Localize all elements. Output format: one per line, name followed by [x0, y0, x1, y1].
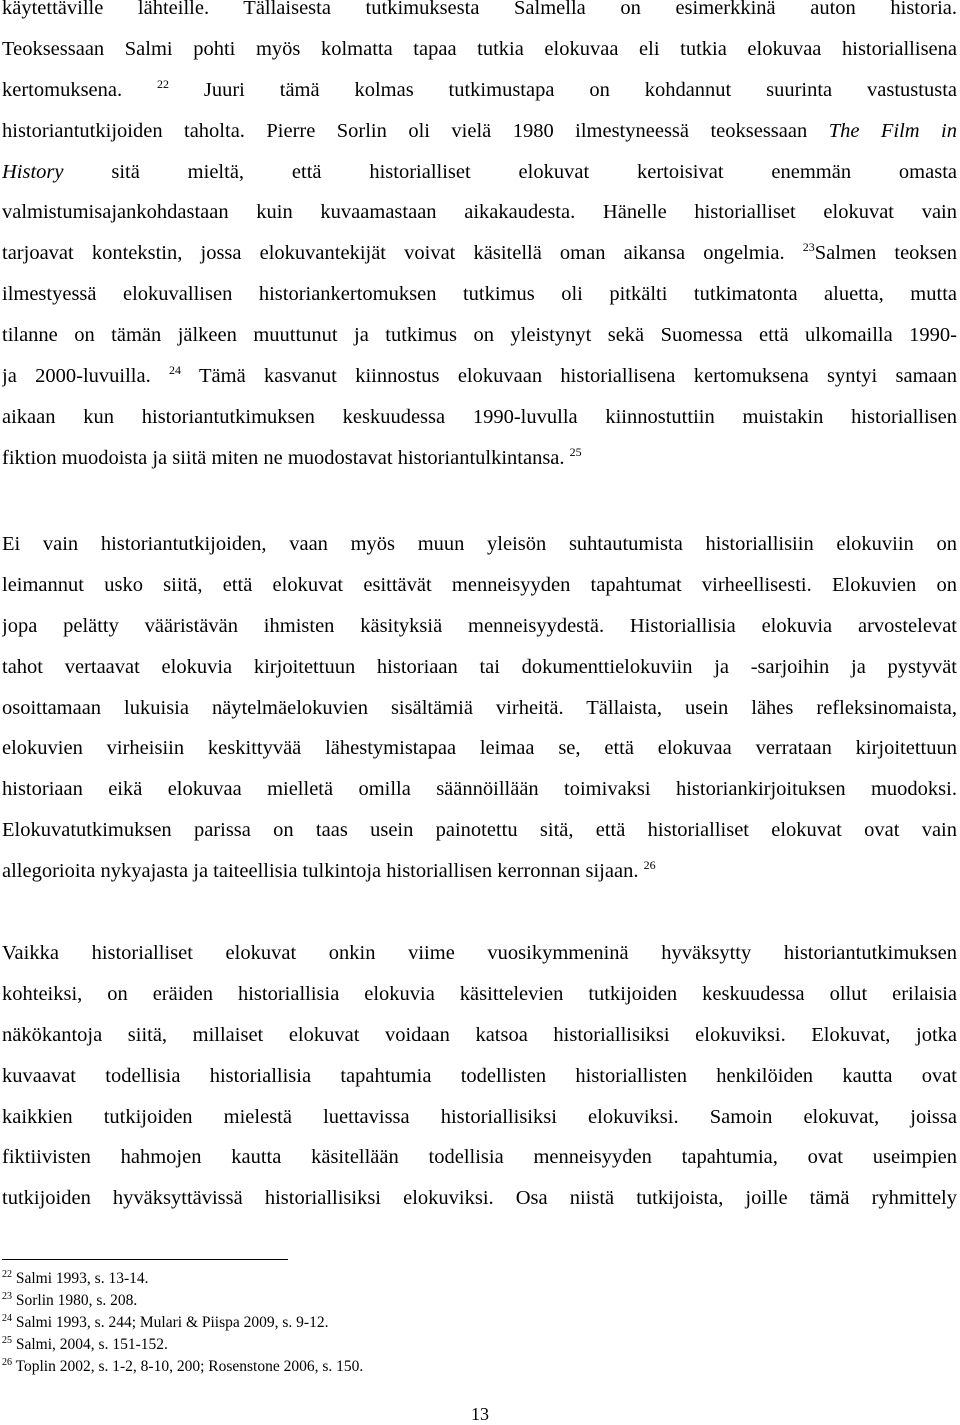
page-number: 13	[471, 1404, 489, 1424]
text-line	[2, 810, 957, 851]
paragraph-1	[2, 0, 957, 479]
text-line	[2, 1097, 957, 1138]
footnote-ref: 26	[643, 858, 656, 873]
footnote-text: Salmi 1993, s. 13-14.	[15, 1270, 149, 1287]
paragraph-3	[2, 933, 957, 1219]
line-text: Ei vain historiantutkijoiden, vaan myös muun yleisön suhtautumista historiallisiin elokuviin on	[2, 533, 957, 555]
line-text: Salmen teoksen	[814, 242, 957, 265]
text-line	[2, 1137, 957, 1178]
line-text: ilmestyessä elokuvallisen historiankertomuksen tutkimus oli pitkälti tutkimatonta aluetta, mutta	[2, 283, 957, 306]
text-line	[2, 565, 957, 606]
footnote-text: Salmi 1993, s. 244; Mulari & Piispa 2009, s. 9-12.	[15, 1314, 329, 1331]
line-text: tarjoavat kontekstin, jossa elokuvantekijät voivat käsitellä oman aikansa ongelmia.	[2, 242, 803, 265]
text-line	[2, 315, 957, 356]
text-line	[2, 397, 957, 438]
italic-title: History	[2, 160, 64, 183]
footnote-ref: 24	[169, 363, 182, 378]
footnote-ref: 22	[157, 76, 169, 91]
line-text: Teoksessaan Salmi pohti myös kolmatta tapaa tutkia elokuvaa eli tutkia elokuvaa historiallisena	[2, 37, 957, 60]
text-line	[2, 1178, 957, 1219]
line-text: elokuvien virheisiin keskittyvää lähestymistapaa leimaa se, että elokuvaa verrataan kirjoitettuun	[2, 737, 957, 760]
text-line	[2, 974, 957, 1015]
line-text: fiktiivisten hahmojen kautta käsitellään todellisia menneisyyden tapahtumia, ovat useimpien	[2, 1146, 957, 1169]
text-line	[2, 356, 957, 397]
text-line	[2, 111, 957, 152]
line-text: Vaikka historialliset elokuvat onkin viime vuosikymmeninä hyväksytty historiantutkimuksen	[2, 942, 957, 964]
footnote-text: Sorlin 1980, s. 208.	[15, 1292, 138, 1309]
line-text: valmistumisajankohdastaan kuin kuvaamastaan aikakaudesta. Hänelle historialliset elokuvat vain	[2, 201, 957, 224]
footnote-ref: 23	[802, 240, 815, 255]
line-text: kertomuksena.	[2, 78, 157, 101]
footnote-item	[2, 1312, 363, 1334]
line-text: kohteiksi, on eräiden historiallisia elokuvia käsittelevien tutkijoiden keskuudessa ollut erilaisia	[2, 982, 957, 1005]
line-text: kaikkien tutkijoiden mielestä luettavissa historiallisiksi elokuviksi. Samoin elokuvat, joissa	[2, 1105, 957, 1128]
text-line	[2, 606, 957, 647]
text-line	[2, 438, 957, 479]
footnote-number: 25	[2, 1335, 12, 1346]
text-line	[2, 933, 957, 974]
line-text: käytettäville lähteille. Tällaisesta tutkimuksesta Salmella on esimerkkinä auton historia.	[2, 0, 957, 19]
line-text: näkökantoja siitä, millaiset elokuvat voidaan katsoa historiallisiksi elokuviksi. Elokuvat, jotka	[2, 1023, 957, 1046]
footnote-number: 24	[2, 1313, 12, 1324]
line-text: Juuri tämä kolmas tutkimustapa on kohdannut suurinta vastustusta	[169, 78, 957, 101]
footnote-number: 26	[2, 1357, 12, 1368]
footnote-separator	[2, 1259, 288, 1260]
paragraph-2	[2, 524, 957, 892]
text-line	[2, 274, 957, 315]
text-line	[2, 688, 957, 729]
footnote-ref: 25	[569, 444, 582, 459]
footnote-number: 23	[2, 1291, 12, 1302]
footnote-item	[2, 1290, 363, 1312]
text-line	[2, 1015, 957, 1056]
line-text: jopa pelätty vääristävän ihmisten käsityksiä menneisyydestä. Historiallisia elokuvia arvostelevat	[2, 614, 957, 637]
footnote-item	[2, 1356, 363, 1378]
text-line	[2, 647, 957, 688]
text-line	[2, 29, 957, 70]
text-line	[2, 524, 957, 565]
line-text: kuvaavat todellisia historiallisia tapahtumia todellisten historiallisten henkilöiden kautta ovat	[2, 1064, 957, 1087]
text-line	[2, 233, 957, 274]
text-line	[2, 192, 957, 233]
line-text: tahot vertaavat elokuvia kirjoitettuun historiaan tai dokumenttielokuviin ja -sarjoihin ja pystyvät	[2, 655, 957, 678]
line-text: fiktion muodoista ja siitä miten ne muodostavat historiantulkintansa.	[2, 446, 570, 469]
line-text: tutkijoiden hyväksyttävissä historiallisiksi elokuviksi. Osa niistä tutkijoista, joille tämä ryhmittely	[2, 1187, 957, 1210]
text-line	[2, 769, 957, 810]
footnote-item	[2, 1334, 363, 1356]
text-line	[2, 152, 957, 193]
line-text: historiaan eikä elokuvaa mielletä omilla säännöillään toimivaksi historiankirjoituksen muodoksi.	[2, 778, 957, 801]
text-line	[2, 728, 957, 769]
line-text: Tämä kasvanut kiinnostus elokuvaan historiallisena kertomuksena syntyi samaan	[181, 365, 957, 388]
footnote-text: Toplin 2002, s. 1-2, 8-10, 200; Rosenstone 2006, s. 150.	[15, 1358, 364, 1375]
line-text: leimannut usko siitä, että elokuvat esittävät menneisyyden tapahtumat virheellisesti. Elokuvien on	[2, 573, 957, 596]
text-line	[2, 1056, 957, 1097]
line-text: tilanne on tämän jälkeen muuttunut ja tutkimus on yleistynyt sekä Suomessa että ulkomailla 1990-	[2, 324, 957, 347]
text-line	[2, 0, 957, 29]
line-text: ja 2000-luvuilla.	[2, 365, 170, 388]
line-text: osoittamaan lukuisia näytelmäelokuvien sisältämiä virheitä. Tällaista, usein lähes refleksinomaista,	[2, 696, 957, 719]
footnote-number: 22	[2, 1269, 12, 1280]
line-text: aikaan kun historiantutkimuksen keskuudessa 1990-luvulla kiinnostuttiin muistakin historiallisen	[2, 405, 957, 428]
text-line	[2, 851, 957, 892]
line-text: allegorioita nykyajasta ja taiteellisia tulkintoja historiallisen kerronnan sijaan.	[2, 860, 644, 883]
line-text: historiantutkijoiden taholta. Pierre Sorlin oli vielä 1980 ilmestyneessä teoksessaan	[2, 119, 829, 142]
line-text: sitä mieltä, että historialliset elokuvat kertoisivat enemmän omasta	[63, 160, 957, 183]
footnotes	[2, 1268, 363, 1378]
footnote-text: Salmi, 2004, s. 151-152.	[15, 1336, 168, 1353]
italic-title: The Film in	[828, 119, 957, 142]
footnote-item	[2, 1268, 363, 1290]
text-line	[2, 70, 957, 111]
line-text: Elokuvatutkimuksen parissa on taas usein painotettu sitä, että historialliset elokuvat ovat vain	[2, 819, 957, 842]
